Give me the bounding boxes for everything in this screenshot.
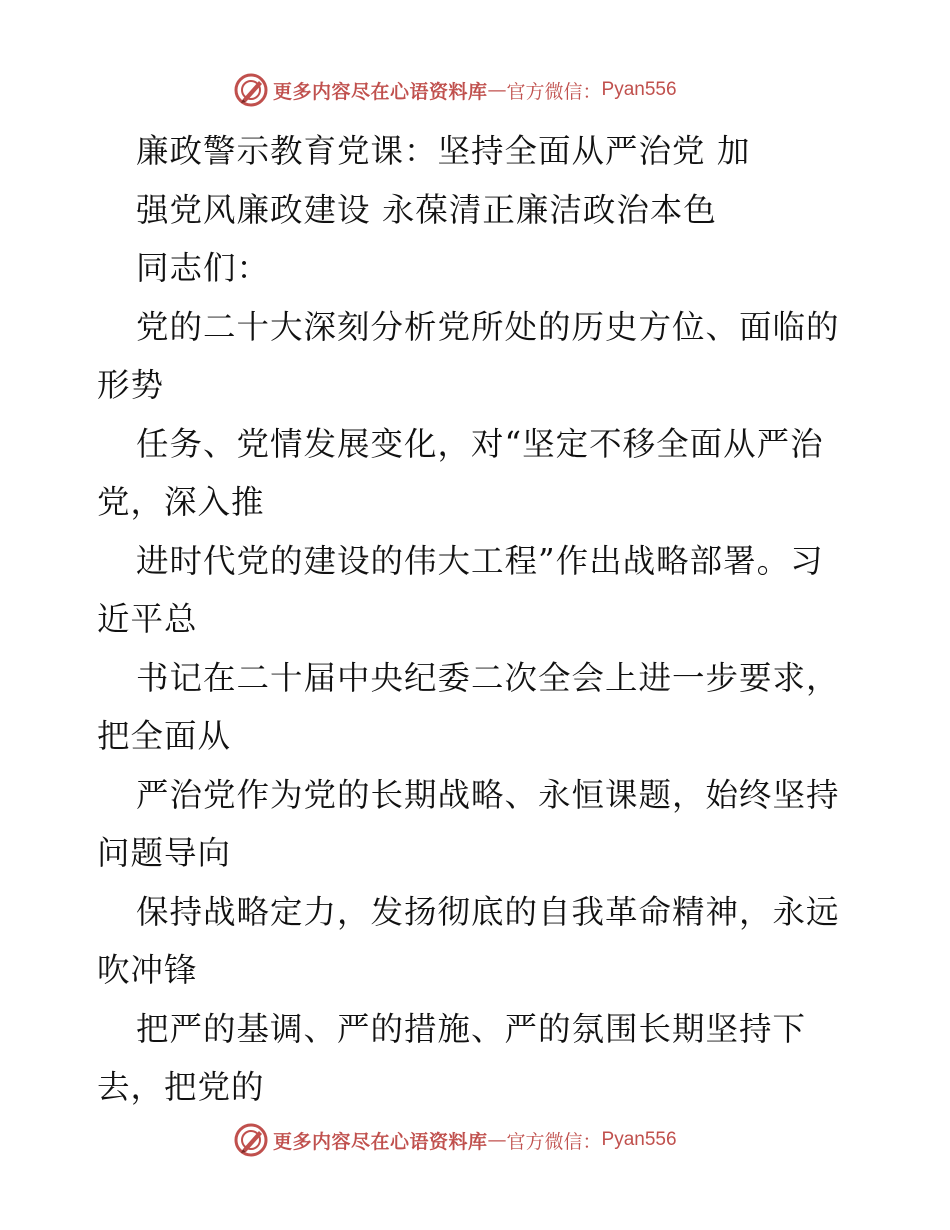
pen-logo-icon	[233, 1122, 269, 1158]
footer-contact-id: Pyan556	[601, 1129, 677, 1150]
document-line-text: 党，深入推	[97, 483, 265, 521]
document-line	[97, 181, 857, 240]
footer-contact-label: 官方微信：	[506, 1130, 602, 1153]
pen-logo-icon	[233, 72, 269, 108]
document-line-text: 强党风廉政建设 永葆清正廉洁政治本色	[136, 190, 717, 229]
document-line	[97, 298, 857, 357]
document-line-text: 书记在二十届中央纪委二次全会上进一步要求，	[136, 658, 840, 697]
header-contact-label: 官方微信：	[506, 80, 602, 103]
document-line	[97, 824, 857, 883]
document-line-text: 党的二十大深刻分析党所处的历史方位、面临的	[136, 307, 840, 346]
document-line	[97, 239, 857, 298]
document-line-text: 形势	[97, 366, 165, 404]
document-line-text: 严治党作为党的长期战略、永恒课题，始终坚持	[136, 775, 840, 814]
document-line-text: 近平总	[97, 600, 198, 638]
document-line-text: 问题导向	[97, 834, 232, 872]
document-line	[97, 473, 857, 532]
header-promo-text: 更多内容尽在心语资料库	[273, 80, 488, 103]
document-line	[97, 415, 857, 474]
document-line	[97, 883, 857, 942]
document-line	[97, 590, 857, 649]
document-line	[97, 649, 857, 708]
document-line-text: 吹冲锋	[97, 951, 198, 989]
header-separator: —	[487, 79, 507, 101]
header-watermark-banner	[233, 72, 677, 108]
document-line-text: 任务、党情发展变化，对“坚定不移全面从严治	[136, 424, 824, 463]
document-line	[97, 1000, 857, 1059]
header-contact-id: Pyan556	[601, 79, 677, 100]
document-line	[97, 766, 857, 825]
document-line	[97, 532, 857, 591]
document-line-text: 同志们：	[136, 249, 271, 287]
footer-watermark-banner	[233, 1122, 677, 1158]
document-line	[97, 356, 857, 415]
document-line-text: 廉政警示教育党课：坚持全面从严治党 加	[136, 132, 751, 170]
document-line-text: 保持战略定力，发扬彻底的自我革命精神，永远	[136, 892, 840, 931]
document-line	[97, 941, 857, 1000]
footer-promo-text: 更多内容尽在心语资料库	[273, 1130, 488, 1153]
footer-separator: —	[487, 1129, 507, 1151]
document-body	[97, 122, 857, 1117]
document-line-text: 进时代党的建设的伟大工程”作出战略部署。习	[136, 541, 824, 580]
document-line	[97, 1058, 857, 1117]
document-line	[97, 122, 857, 181]
document-line-text: 把严的基调、严的措施、严的氛围长期坚持下	[136, 1009, 807, 1048]
document-line	[97, 707, 857, 766]
document-line-text: 把全面从	[97, 717, 232, 755]
document-line-text: 去，把党的	[97, 1068, 265, 1106]
